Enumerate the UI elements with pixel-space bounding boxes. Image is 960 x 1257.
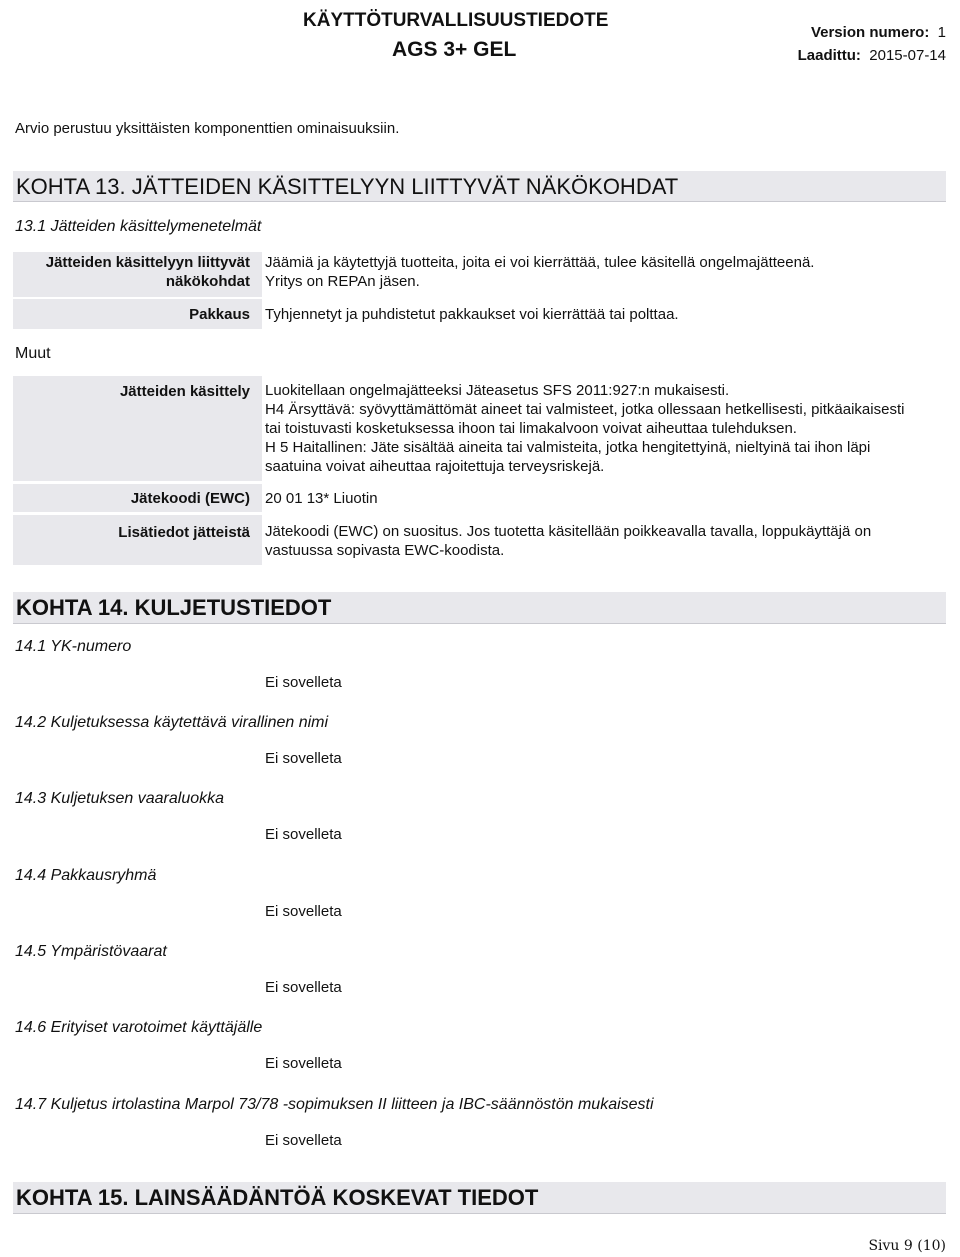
section-15-heading: KOHTA 15. LAINSÄÄDÄNTÖÄ KOSKEVAT TIEDOT — [13, 1182, 946, 1214]
product-name: AGS 3+ GEL — [392, 38, 517, 61]
label-waste-extra-info — [13, 515, 262, 565]
transport-item-value: Ei sovelleta — [265, 979, 342, 996]
value-waste-code — [265, 489, 945, 508]
label-waste-handling — [13, 376, 262, 481]
value-line: 20 01 13* Liuotin — [265, 490, 378, 507]
transport-item-label: 14.5 Ympäristövaarat — [15, 943, 167, 960]
section-13-heading: KOHTA 13. JÄTTEIDEN KÄSITTELYYN LIITTYVÄT NÄKÖKOHDAT — [13, 171, 946, 202]
transport-item-value: Ei sovelleta — [265, 1055, 342, 1072]
label-waste-code — [13, 484, 262, 512]
version-label: Version numero: — [810, 24, 930, 41]
label-line: Jätekoodi (EWC) — [130, 490, 250, 507]
section-14-heading: KOHTA 14. KULJETUSTIEDOT — [13, 592, 946, 624]
document-title: KÄYTTÖTURVALLISUUSTIEDOTE — [303, 10, 609, 31]
value-line: Jäämiä ja käytettyjä tuotteita, joita ei voi kierrättää, tulee käsitellä ongelmajätteenä. — [265, 254, 815, 271]
value-line: vastuussa sopivasta EWC-koodista. — [265, 542, 505, 559]
date-value: 2015-07-14 — [869, 47, 946, 64]
transport-item-label: 14.4 Pakkausryhmä — [15, 867, 157, 884]
transport-item-label: 14.1 YK-numero — [15, 638, 132, 655]
label-line: Jätteiden käsittelyyn liittyvät — [45, 254, 250, 271]
transport-item-label: 14.3 Kuljetuksen vaaraluokka — [15, 790, 225, 807]
value-line: H4 Ärsyttävä: syövyttämättömät aineet tai valmisteet, jotka ollessaan hetkellisesti, pitkäaikaisesti — [265, 401, 905, 418]
value-line: Jätekoodi (EWC) on suositus. Jos tuotetta käsitellään poikkeavalla tavalla, loppukäyttäjä on — [265, 523, 872, 540]
label-packaging — [13, 299, 262, 329]
version-value: 1 — [937, 24, 946, 41]
value-line: Yritys on REPAn jäsen. — [265, 273, 420, 290]
version-line — [811, 24, 946, 41]
transport-item-label: 14.2 Kuljetuksessa käytettävä virallinen nimi — [15, 714, 329, 731]
value-line: tai toistuvasti kosketuksessa ihoon tai limakalvoon voivat aiheuttaa tulehduksen. — [265, 420, 797, 437]
date-line — [798, 47, 946, 64]
value-line: Luokitellaan ongelmajätteeksi Jäteasetus SFS 2011:927:n mukaisesti. — [265, 382, 730, 399]
value-packaging — [265, 305, 945, 324]
other-subheading: Muut — [15, 345, 51, 362]
transport-item-value: Ei sovelleta — [265, 826, 342, 843]
transport-item-value: Ei sovelleta — [265, 674, 342, 691]
transport-item-value: Ei sovelleta — [265, 903, 342, 920]
transport-item-value: Ei sovelleta — [265, 750, 342, 767]
label-line: Lisätiedot jätteistä — [118, 524, 250, 541]
value-line: H 5 Haitallinen: Jäte sisältää aineita tai valmisteita, jotka hengitettyinä, nieltyinä tai ihon läpi — [265, 439, 871, 456]
label-line: näkökohdat — [165, 273, 250, 290]
value-waste-extra-info — [265, 522, 945, 560]
label-line: Pakkaus — [189, 306, 250, 323]
value-waste-handling — [265, 381, 945, 476]
transport-item-label: 14.6 Erityiset varotoimet käyttäjälle — [15, 1019, 263, 1036]
value-line: Tyhjennetyt ja puhdistetut pakkaukset voi kierrättää tai polttaa. — [265, 306, 679, 323]
label-waste-aspects — [13, 252, 262, 297]
date-label: Laadittu: — [797, 47, 861, 64]
value-waste-aspects — [265, 253, 945, 291]
value-line: saatuina voivat aiheuttaa rajoitettuja terveysriskejä. — [265, 458, 605, 475]
transport-item-value: Ei sovelleta — [265, 1132, 342, 1149]
label-line: Jätteiden käsittely — [119, 383, 250, 400]
page-number: Sivu 9 (10) — [868, 1238, 946, 1254]
transport-item-label: 14.7 Kuljetus irtolastina Marpol 73/78 -sopimuksen II liitteen ja IBC-säännöstön mukaisesti — [15, 1096, 654, 1113]
intro-text: Arvio perustuu yksittäisten komponenttien ominaisuuksiin. — [15, 120, 400, 137]
section-13-1-heading: 13.1 Jätteiden käsittelymenetelmät — [15, 218, 262, 235]
